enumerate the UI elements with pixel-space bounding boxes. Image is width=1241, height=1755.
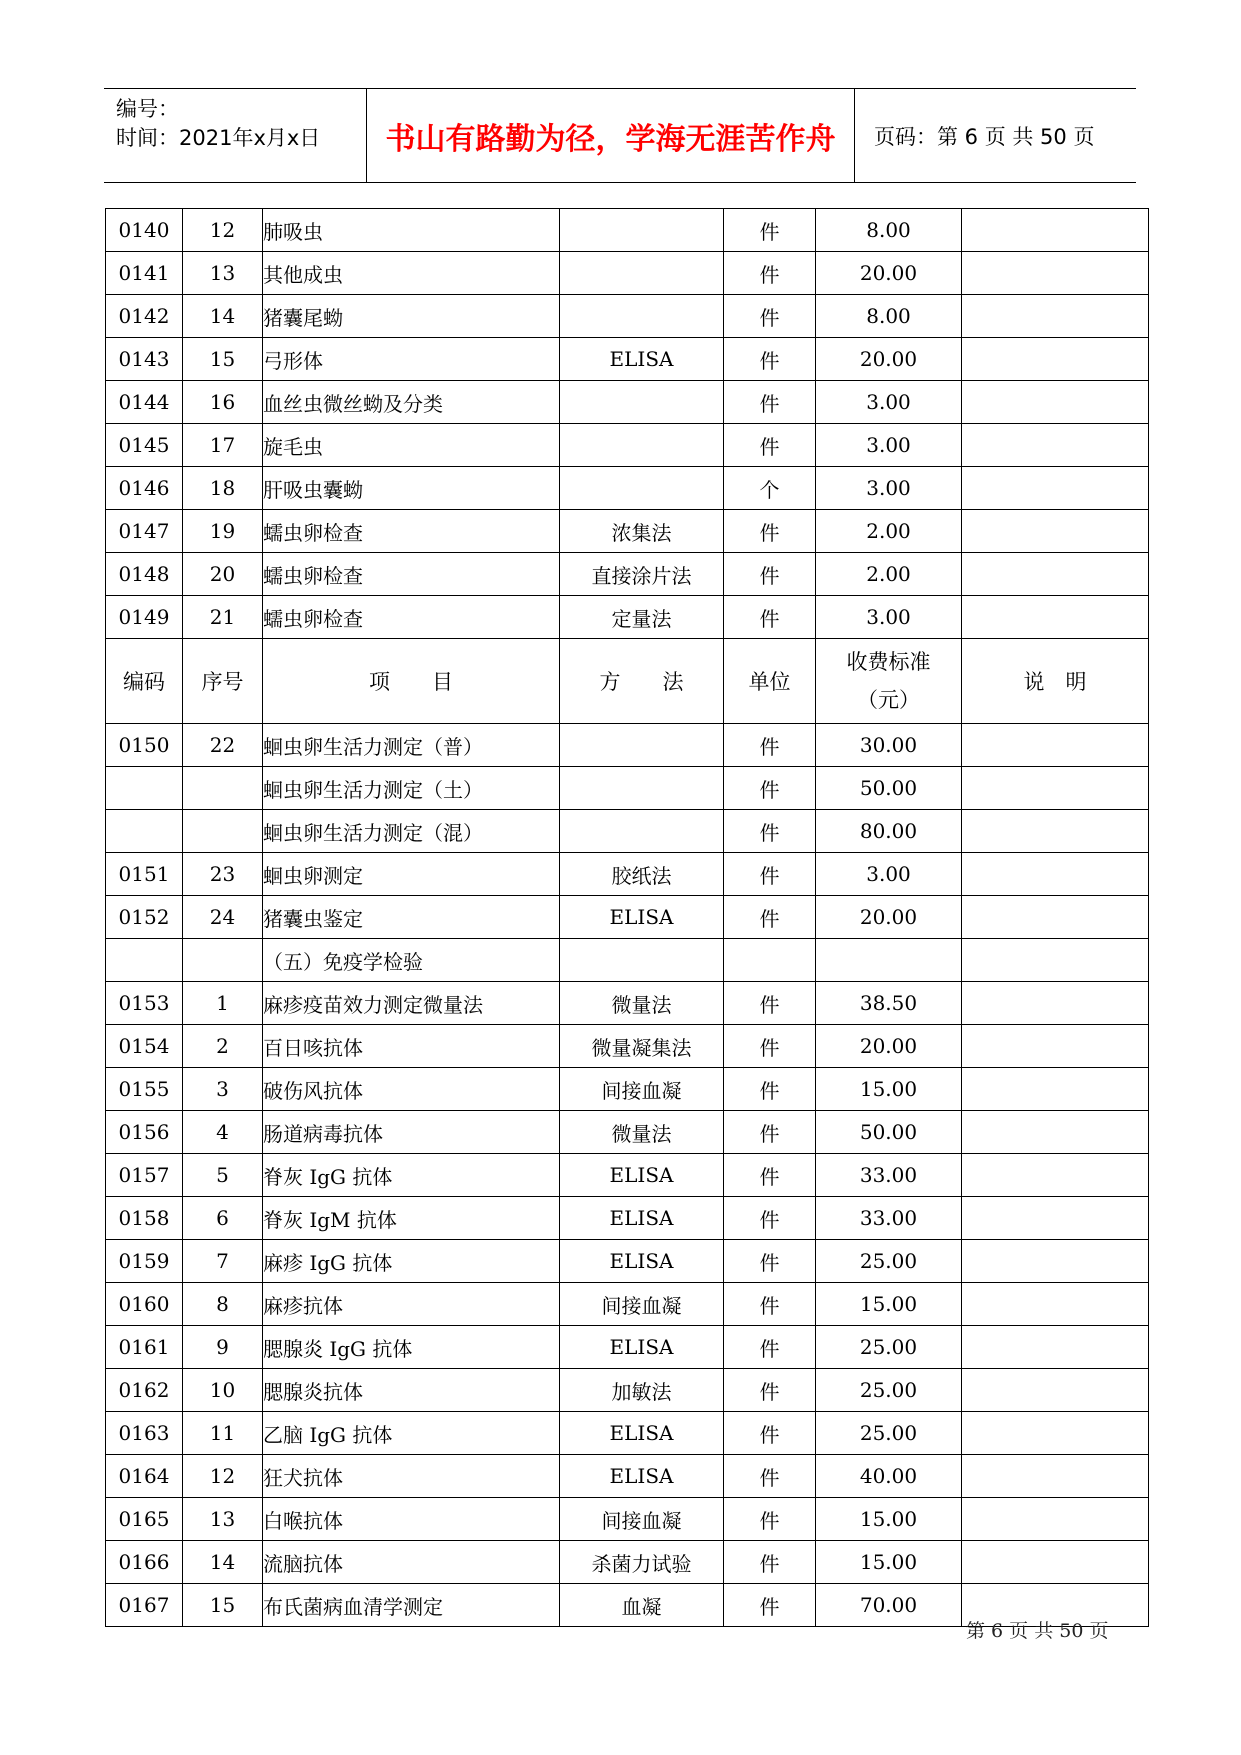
table-row xyxy=(106,1154,1149,1197)
header-code: 编码 xyxy=(106,639,183,724)
cell-seq: 6 xyxy=(183,1197,263,1240)
table-header-section xyxy=(106,639,1149,724)
cell-note xyxy=(962,1068,1149,1111)
page-header xyxy=(104,88,1136,183)
cell-unit xyxy=(724,939,816,982)
cell-fee: 70.00 xyxy=(816,1584,962,1627)
cell-method xyxy=(560,424,724,467)
cell-note xyxy=(962,810,1149,853)
cell-unit: 件 xyxy=(724,1068,816,1111)
cell-fee: 2.00 xyxy=(816,553,962,596)
cell-fee: 15.00 xyxy=(816,1283,962,1326)
cell-code: 0152 xyxy=(106,896,183,939)
cell-method xyxy=(560,467,724,510)
cell-fee: 3.00 xyxy=(816,853,962,896)
page-label: 页码：第 6 页 共 50 页 xyxy=(874,124,1095,149)
cell-item: 蠕虫卵检查 xyxy=(263,596,560,639)
cell-note xyxy=(962,1197,1149,1240)
header-method: 方 法 xyxy=(560,639,724,724)
table-row xyxy=(106,1412,1149,1455)
cell-item: 蛔虫卵生活力测定（普） xyxy=(263,724,560,767)
cell-method: 微量法 xyxy=(560,1111,724,1154)
cell-unit: 件 xyxy=(724,338,816,381)
cell-unit: 件 xyxy=(724,767,816,810)
cell-code: 0150 xyxy=(106,724,183,767)
cell-item: 腮腺炎抗体 xyxy=(263,1369,560,1412)
table-row xyxy=(106,209,1149,252)
table-row xyxy=(106,1541,1149,1584)
cell-note xyxy=(962,467,1149,510)
cell-code xyxy=(106,939,183,982)
cell-code: 0166 xyxy=(106,1541,183,1584)
table-row xyxy=(106,724,1149,767)
header-fee-line2: （元） xyxy=(857,688,920,712)
cell-note xyxy=(962,209,1149,252)
cell-method xyxy=(560,381,724,424)
cell-code xyxy=(106,767,183,810)
cell-fee: 33.00 xyxy=(816,1197,962,1240)
cell-item: 流脑抗体 xyxy=(263,1541,560,1584)
cell-item: 其他成虫 xyxy=(263,252,560,295)
cell-note xyxy=(962,896,1149,939)
cell-unit: 件 xyxy=(724,553,816,596)
cell-seq: 12 xyxy=(183,209,263,252)
cell-seq: 17 xyxy=(183,424,263,467)
table-row xyxy=(106,295,1149,338)
cell-unit: 件 xyxy=(724,381,816,424)
cell-method xyxy=(560,939,724,982)
cell-note xyxy=(962,596,1149,639)
cell-code: 0146 xyxy=(106,467,183,510)
table-row xyxy=(106,1283,1149,1326)
cell-seq: 11 xyxy=(183,1412,263,1455)
cell-fee: 15.00 xyxy=(816,1498,962,1541)
cell-unit: 件 xyxy=(724,1412,816,1455)
cell-code: 0145 xyxy=(106,424,183,467)
header-unit: 单位 xyxy=(724,639,816,724)
cell-item: 麻疹 IgG 抗体 xyxy=(263,1240,560,1283)
header-note: 说 明 xyxy=(962,639,1149,724)
cell-unit: 件 xyxy=(724,853,816,896)
cell-seq: 10 xyxy=(183,1369,263,1412)
cell-seq xyxy=(183,767,263,810)
cell-method: 血凝 xyxy=(560,1584,724,1627)
cell-note xyxy=(962,424,1149,467)
cell-unit: 件 xyxy=(724,295,816,338)
cell-note xyxy=(962,1283,1149,1326)
cell-item: 蛔虫卵生活力测定（混） xyxy=(263,810,560,853)
table-row xyxy=(106,1025,1149,1068)
cell-method xyxy=(560,767,724,810)
cell-item: 百日咳抗体 xyxy=(263,1025,560,1068)
cell-method: 加敏法 xyxy=(560,1369,724,1412)
table-row xyxy=(106,810,1149,853)
fee-table xyxy=(105,208,1149,1627)
table-row xyxy=(106,596,1149,639)
cell-fee: 20.00 xyxy=(816,896,962,939)
table-row xyxy=(106,553,1149,596)
cell-seq: 19 xyxy=(183,510,263,553)
cell-fee: 25.00 xyxy=(816,1240,962,1283)
header-fee-line1: 收费标准 xyxy=(846,650,931,674)
cell-seq: 5 xyxy=(183,1154,263,1197)
cell-note xyxy=(962,767,1149,810)
table-row xyxy=(106,381,1149,424)
cell-item: 麻疹抗体 xyxy=(263,1283,560,1326)
cell-method: ELISA xyxy=(560,896,724,939)
table-header-row xyxy=(106,639,1149,724)
cell-unit: 件 xyxy=(724,252,816,295)
cell-seq: 1 xyxy=(183,982,263,1025)
cell-method: 杀菌力试验 xyxy=(560,1541,724,1584)
cell-fee: 25.00 xyxy=(816,1412,962,1455)
cell-unit: 件 xyxy=(724,424,816,467)
cell-code: 0147 xyxy=(106,510,183,553)
cell-unit: 个 xyxy=(724,467,816,510)
cell-seq: 15 xyxy=(183,1584,263,1627)
cell-note xyxy=(962,1455,1149,1498)
table-row xyxy=(106,982,1149,1025)
cell-note xyxy=(962,381,1149,424)
table-row xyxy=(106,252,1149,295)
cell-unit: 件 xyxy=(724,724,816,767)
cell-unit: 件 xyxy=(724,1541,816,1584)
cell-item: 蛔虫卵生活力测定（土） xyxy=(263,767,560,810)
table-row xyxy=(106,1068,1149,1111)
cell-code: 0161 xyxy=(106,1326,183,1369)
cell-code: 0144 xyxy=(106,381,183,424)
cell-seq: 14 xyxy=(183,295,263,338)
cell-item: 蠕虫卵检查 xyxy=(263,553,560,596)
cell-unit: 件 xyxy=(724,1584,816,1627)
cell-seq: 12 xyxy=(183,1455,263,1498)
table-row xyxy=(106,467,1149,510)
motto: 书山有路勤为径，学海无涯苦作舟 xyxy=(366,89,855,182)
cell-fee: 8.00 xyxy=(816,295,962,338)
cell-code: 0140 xyxy=(106,209,183,252)
cell-item: 布氏菌病血清学测定 xyxy=(263,1584,560,1627)
cell-method: ELISA xyxy=(560,1240,724,1283)
cell-fee: 3.00 xyxy=(816,381,962,424)
table-body-upper xyxy=(106,209,1149,639)
cell-note xyxy=(962,1541,1149,1584)
cell-fee: 25.00 xyxy=(816,1326,962,1369)
cell-unit: 件 xyxy=(724,510,816,553)
table-row xyxy=(106,1197,1149,1240)
cell-unit: 件 xyxy=(724,596,816,639)
cell-item: 蛔虫卵测定 xyxy=(263,853,560,896)
cell-method: ELISA xyxy=(560,1412,724,1455)
cell-item: 白喉抗体 xyxy=(263,1498,560,1541)
cell-item: 肺吸虫 xyxy=(263,209,560,252)
cell-item: 肝吸虫囊蚴 xyxy=(263,467,560,510)
cell-method: ELISA xyxy=(560,1197,724,1240)
table-row xyxy=(106,424,1149,467)
cell-unit: 件 xyxy=(724,982,816,1025)
cell-unit: 件 xyxy=(724,1326,816,1369)
cell-code: 0143 xyxy=(106,338,183,381)
cell-item: 脊灰 IgM 抗体 xyxy=(263,1197,560,1240)
cell-note xyxy=(962,724,1149,767)
cell-fee: 2.00 xyxy=(816,510,962,553)
cell-seq: 16 xyxy=(183,381,263,424)
table-row xyxy=(106,510,1149,553)
cell-unit: 件 xyxy=(724,1240,816,1283)
cell-seq: 15 xyxy=(183,338,263,381)
number-label: 编号： xyxy=(116,97,179,121)
cell-seq: 7 xyxy=(183,1240,263,1283)
cell-method: ELISA xyxy=(560,1154,724,1197)
header-seq: 序号 xyxy=(183,639,263,724)
cell-fee: 20.00 xyxy=(816,1025,962,1068)
cell-seq: 13 xyxy=(183,252,263,295)
cell-unit: 件 xyxy=(724,1025,816,1068)
cell-fee: 3.00 xyxy=(816,467,962,510)
cell-seq: 9 xyxy=(183,1326,263,1369)
table-row xyxy=(106,1369,1149,1412)
cell-code: 0167 xyxy=(106,1584,183,1627)
cell-unit: 件 xyxy=(724,1154,816,1197)
cell-unit: 件 xyxy=(724,1197,816,1240)
cell-fee xyxy=(816,939,962,982)
footer-page-number: 第 6 页 共 50 页 xyxy=(966,1620,1109,1642)
cell-method: 胶纸法 xyxy=(560,853,724,896)
cell-note xyxy=(962,982,1149,1025)
header-fee xyxy=(816,639,962,724)
cell-code: 0159 xyxy=(106,1240,183,1283)
cell-unit: 件 xyxy=(724,1283,816,1326)
cell-item: 脊灰 IgG 抗体 xyxy=(263,1154,560,1197)
table-row xyxy=(106,1455,1149,1498)
cell-code: 0149 xyxy=(106,596,183,639)
cell-method: 间接血凝 xyxy=(560,1498,724,1541)
cell-note xyxy=(962,510,1149,553)
cell-note xyxy=(962,1154,1149,1197)
cell-note xyxy=(962,939,1149,982)
cell-seq: 3 xyxy=(183,1068,263,1111)
cell-method: 微量法 xyxy=(560,982,724,1025)
cell-method: 间接血凝 xyxy=(560,1283,724,1326)
cell-fee: 15.00 xyxy=(816,1068,962,1111)
cell-item: 狂犬抗体 xyxy=(263,1455,560,1498)
table-row xyxy=(106,896,1149,939)
cell-fee: 50.00 xyxy=(816,1111,962,1154)
cell-item: 腮腺炎 IgG 抗体 xyxy=(263,1326,560,1369)
table-row xyxy=(106,1498,1149,1541)
cell-item: 蠕虫卵检查 xyxy=(263,510,560,553)
cell-code: 0158 xyxy=(106,1197,183,1240)
cell-note xyxy=(962,1025,1149,1068)
cell-code: 0154 xyxy=(106,1025,183,1068)
cell-code: 0153 xyxy=(106,982,183,1025)
cell-code: 0142 xyxy=(106,295,183,338)
cell-fee: 40.00 xyxy=(816,1455,962,1498)
cell-code: 0164 xyxy=(106,1455,183,1498)
cell-item: 肠道病毒抗体 xyxy=(263,1111,560,1154)
cell-unit: 件 xyxy=(724,810,816,853)
cell-fee: 50.00 xyxy=(816,767,962,810)
cell-item: （五）免疫学检验 xyxy=(263,939,560,982)
cell-code xyxy=(106,810,183,853)
cell-unit: 件 xyxy=(724,1455,816,1498)
cell-unit: 件 xyxy=(724,1498,816,1541)
cell-item: 破伤风抗体 xyxy=(263,1068,560,1111)
cell-fee: 8.00 xyxy=(816,209,962,252)
cell-method: 浓集法 xyxy=(560,510,724,553)
cell-fee: 3.00 xyxy=(816,596,962,639)
cell-item: 血丝虫微丝蚴及分类 xyxy=(263,381,560,424)
cell-note xyxy=(962,1111,1149,1154)
cell-method: ELISA xyxy=(560,1326,724,1369)
cell-seq xyxy=(183,810,263,853)
cell-unit: 件 xyxy=(724,1111,816,1154)
cell-item: 麻疹疫苗效力测定微量法 xyxy=(263,982,560,1025)
cell-code: 0155 xyxy=(106,1068,183,1111)
table-row xyxy=(106,1111,1149,1154)
cell-note xyxy=(962,252,1149,295)
cell-seq: 13 xyxy=(183,1498,263,1541)
cell-fee: 20.00 xyxy=(816,338,962,381)
header-meta xyxy=(116,95,356,153)
cell-seq: 24 xyxy=(183,896,263,939)
cell-note xyxy=(962,1240,1149,1283)
cell-fee: 33.00 xyxy=(816,1154,962,1197)
cell-unit: 件 xyxy=(724,1369,816,1412)
cell-note xyxy=(962,553,1149,596)
cell-seq: 22 xyxy=(183,724,263,767)
cell-item: 弓形体 xyxy=(263,338,560,381)
table-row xyxy=(106,1326,1149,1369)
cell-seq: 20 xyxy=(183,553,263,596)
cell-fee: 15.00 xyxy=(816,1541,962,1584)
cell-seq: 2 xyxy=(183,1025,263,1068)
cell-seq: 8 xyxy=(183,1283,263,1326)
cell-fee: 20.00 xyxy=(816,252,962,295)
table-row xyxy=(106,939,1149,982)
table-row xyxy=(106,1240,1149,1283)
cell-code: 0163 xyxy=(106,1412,183,1455)
cell-method xyxy=(560,209,724,252)
cell-code: 0156 xyxy=(106,1111,183,1154)
cell-seq: 4 xyxy=(183,1111,263,1154)
cell-seq xyxy=(183,939,263,982)
cell-fee: 3.00 xyxy=(816,424,962,467)
cell-note xyxy=(962,1369,1149,1412)
table-body-lower xyxy=(106,724,1149,1627)
cell-method xyxy=(560,295,724,338)
cell-note xyxy=(962,295,1149,338)
cell-fee: 38.50 xyxy=(816,982,962,1025)
cell-method: ELISA xyxy=(560,1455,724,1498)
cell-code: 0148 xyxy=(106,553,183,596)
cell-unit: 件 xyxy=(724,896,816,939)
cell-code: 0162 xyxy=(106,1369,183,1412)
cell-seq: 18 xyxy=(183,467,263,510)
table-row xyxy=(106,767,1149,810)
cell-method: 直接涂片法 xyxy=(560,553,724,596)
table-row xyxy=(106,338,1149,381)
cell-fee: 25.00 xyxy=(816,1369,962,1412)
cell-code: 0151 xyxy=(106,853,183,896)
cell-item: 猪囊虫鉴定 xyxy=(263,896,560,939)
cell-fee: 30.00 xyxy=(816,724,962,767)
cell-item: 旋毛虫 xyxy=(263,424,560,467)
cell-item: 猪囊尾蚴 xyxy=(263,295,560,338)
cell-item: 乙脑 IgG 抗体 xyxy=(263,1412,560,1455)
cell-method xyxy=(560,810,724,853)
cell-note xyxy=(962,1412,1149,1455)
cell-note xyxy=(962,853,1149,896)
header-item: 项 目 xyxy=(263,639,560,724)
cell-method: 间接血凝 xyxy=(560,1068,724,1111)
table-row xyxy=(106,853,1149,896)
cell-note xyxy=(962,1498,1149,1541)
cell-code: 0165 xyxy=(106,1498,183,1541)
cell-method xyxy=(560,252,724,295)
cell-method: 定量法 xyxy=(560,596,724,639)
cell-unit: 件 xyxy=(724,209,816,252)
cell-code: 0157 xyxy=(106,1154,183,1197)
cell-seq: 21 xyxy=(183,596,263,639)
cell-code: 0160 xyxy=(106,1283,183,1326)
cell-note xyxy=(962,338,1149,381)
cell-seq: 14 xyxy=(183,1541,263,1584)
cell-note xyxy=(962,1326,1149,1369)
cell-fee: 80.00 xyxy=(816,810,962,853)
cell-method: 微量凝集法 xyxy=(560,1025,724,1068)
cell-method xyxy=(560,724,724,767)
time-label: 时间：2021年x月x日 xyxy=(116,126,321,150)
cell-code: 0141 xyxy=(106,252,183,295)
cell-seq: 23 xyxy=(183,853,263,896)
cell-method: ELISA xyxy=(560,338,724,381)
